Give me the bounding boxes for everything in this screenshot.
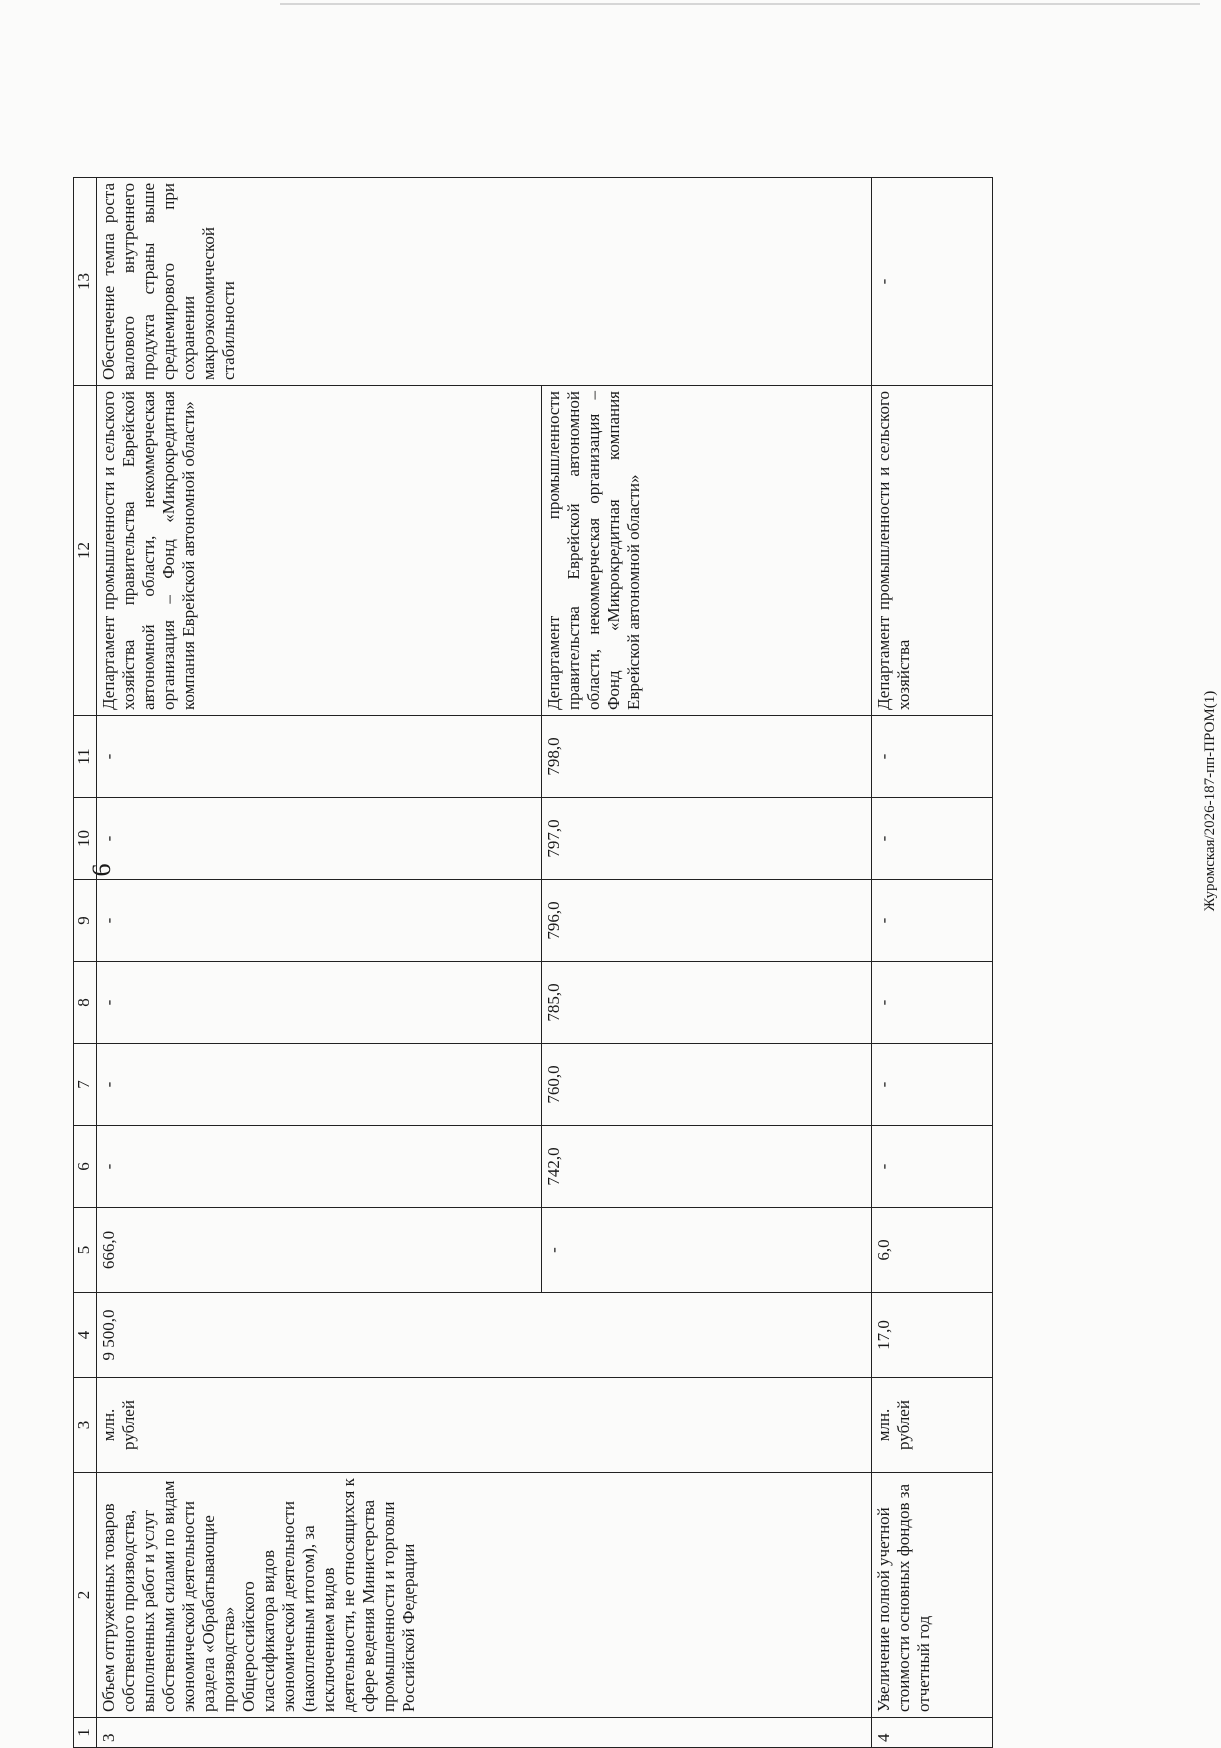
value-cell: - <box>97 962 542 1044</box>
responsible-dept-cell: Департамент промышленности и сельского хозяйства <box>872 386 993 716</box>
unit-cell: млн. рублей <box>872 1378 993 1473</box>
row-number: 3 <box>97 1718 872 1748</box>
indicators-table <box>73 177 993 1748</box>
column-header: 10 <box>74 798 97 880</box>
responsible-dept-cell: Департамент промышленности правительства Еврейской автономной области, некоммерческая организация – Фонд «Микрокредитная компания Еврейской автономной области» <box>542 386 872 716</box>
value-cell: - <box>97 1044 542 1126</box>
responsible-dept-cell: Департамент промышленности и сельского хозяйства правительства Еврейской автономной области, некоммерческая организация – Фонд «Микрокредитная компания Еврейской автономной области» <box>97 386 542 716</box>
value-cell: - <box>872 1044 993 1126</box>
value-cell: - <box>97 880 542 962</box>
value-cell: - <box>872 716 993 798</box>
value-cell: - <box>97 798 542 880</box>
value-cell: - <box>872 880 993 962</box>
base-value-cell: 9 500,0 <box>97 1293 872 1378</box>
page-number: 6 <box>87 863 116 877</box>
value-cell: 797,0 <box>542 798 872 880</box>
value-cell: 798,0 <box>542 716 872 798</box>
rotated-table-block <box>73 178 993 1748</box>
column-header: 12 <box>74 386 97 716</box>
goal-cell: - <box>872 178 993 386</box>
column-header: 9 <box>74 880 97 962</box>
value-cell: - <box>97 1126 542 1208</box>
document-code: Журомская/2026-187-пп-ПРОМ(1) <box>1202 690 1218 912</box>
unit-cell: млн. рублей <box>97 1378 872 1473</box>
column-header: 1 <box>74 1718 97 1748</box>
value-cell: 6,0 <box>872 1208 993 1293</box>
column-header: 6 <box>74 1126 97 1208</box>
column-header: 8 <box>74 962 97 1044</box>
value-cell: - <box>97 716 542 798</box>
column-header: 3 <box>74 1378 97 1473</box>
base-value-cell: 17,0 <box>872 1293 993 1378</box>
value-cell: - <box>872 798 993 880</box>
table-row <box>97 178 542 1748</box>
indicator-name: Увеличение полной учетной стоимости основных фондов за отчетный год <box>872 1473 993 1718</box>
column-number-row <box>74 178 97 1748</box>
row-number: 4 <box>872 1718 993 1748</box>
table-row <box>872 178 993 1748</box>
value-cell: - <box>872 1126 993 1208</box>
column-header: 5 <box>74 1208 97 1293</box>
value-cell: 785,0 <box>542 962 872 1044</box>
scan-edge-line <box>280 3 1200 5</box>
value-cell: - <box>542 1208 872 1293</box>
column-header: 4 <box>74 1293 97 1378</box>
column-header: 11 <box>74 716 97 798</box>
column-header: 7 <box>74 1044 97 1126</box>
indicator-name: Объем отгруженных товаров собственного производства, выполненных работ и услуг собственными силами по видам экономической деятельности раздела «Обрабатывающие производства» Общероссийского классификатора видов экономической деятельности (накопленным итогом), за исключением видов деятельности, не относящихся к сфере ведения Министерства промышленности и торговли Российской Федерации <box>97 1473 872 1718</box>
value-cell: 796,0 <box>542 880 872 962</box>
value-cell: 742,0 <box>542 1126 872 1208</box>
value-cell: - <box>872 962 993 1044</box>
column-header: 2 <box>74 1473 97 1718</box>
value-cell: 760,0 <box>542 1044 872 1126</box>
value-cell: 666,0 <box>97 1208 542 1293</box>
column-header: 13 <box>74 178 97 386</box>
goal-cell: Обеспечение темпа роста валового внутреннего продукта страны выше среднемирового при сохранении макроэкономической стабильности <box>97 178 872 386</box>
